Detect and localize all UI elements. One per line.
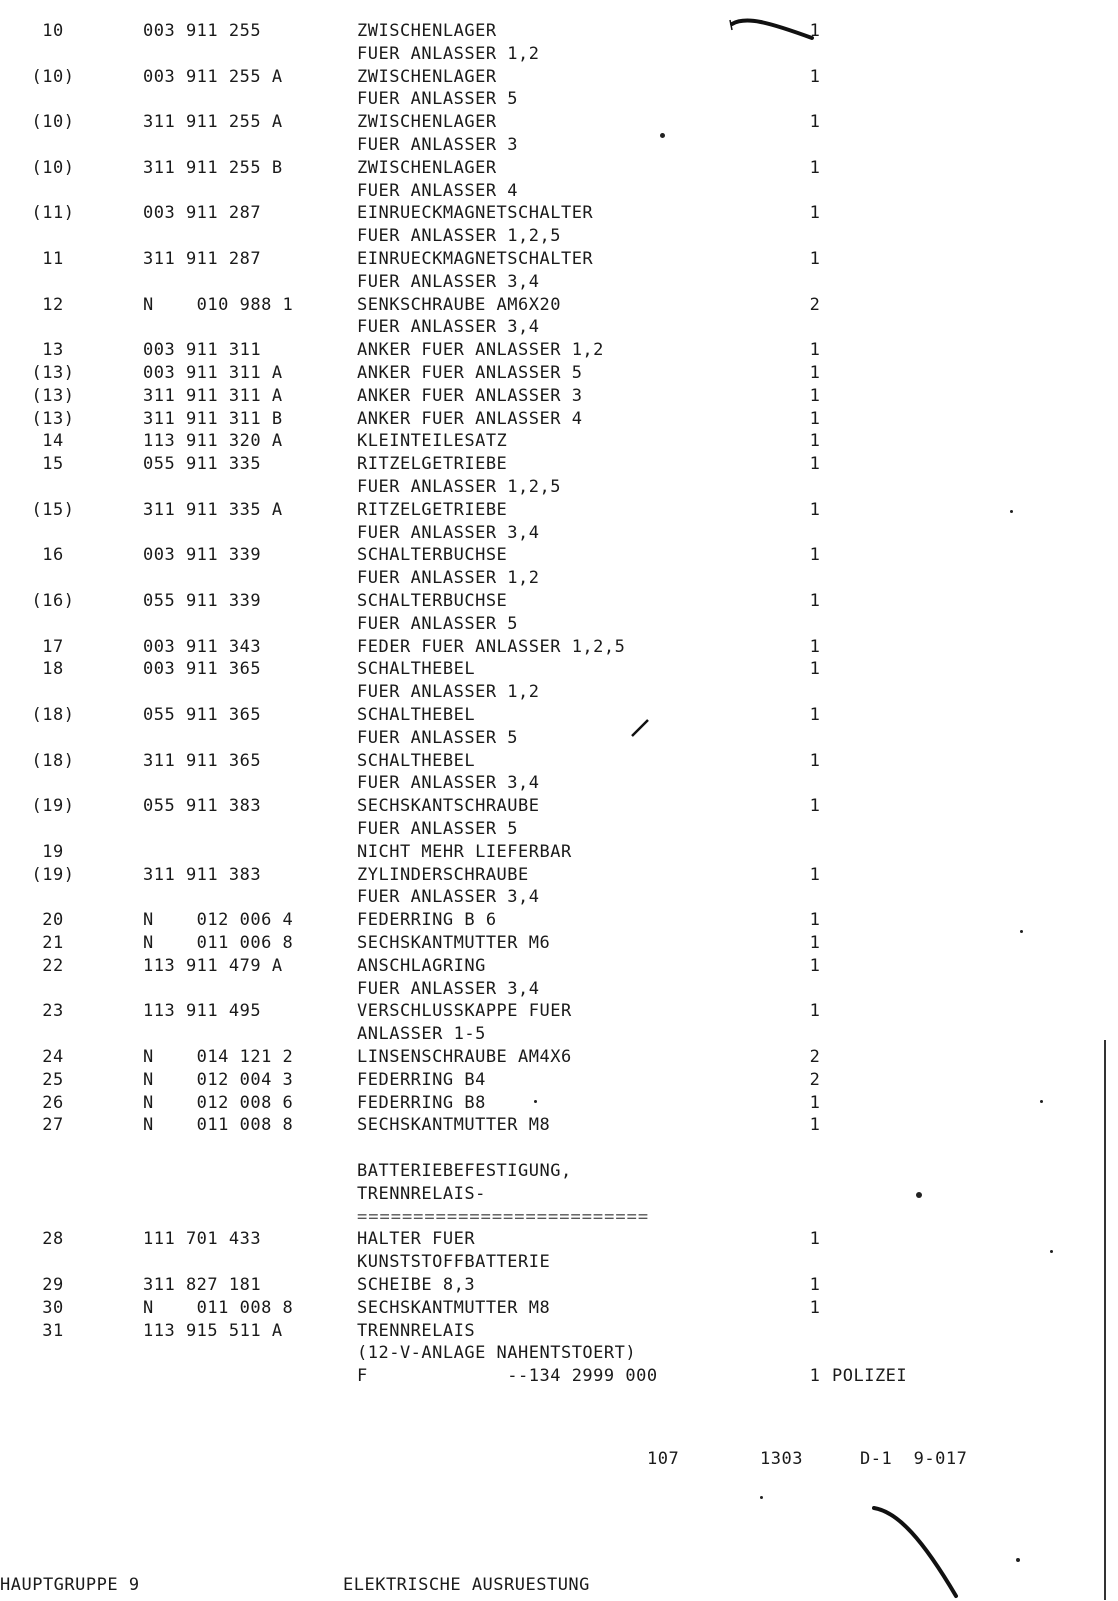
part-description: ANKER FUER ANLASSER 4 [357, 408, 583, 429]
part-description: SCHALTHEBEL [357, 750, 476, 771]
part-number: N 010 988 1 [143, 294, 294, 315]
part-number: 311 911 255 B [143, 157, 283, 178]
position-number: 28 [42, 1229, 64, 1250]
parts-row [0, 772, 1118, 794]
part-description: NICHT MEHR LIEFERBAR [357, 841, 572, 862]
position-number: 25 [42, 1069, 64, 1090]
scan-speck [1016, 1558, 1020, 1562]
parts-row [0, 1114, 1118, 1136]
scan-speck [1040, 1100, 1043, 1103]
parts-row [0, 66, 1118, 88]
part-description: SECHSKANTSCHRAUBE [357, 796, 540, 817]
position-number: 19 [42, 841, 64, 862]
position-number: (13) [31, 385, 75, 406]
parts-row [0, 1092, 1118, 1114]
part-description: FUER ANLASSER 5 [357, 819, 519, 839]
parts-row [0, 1365, 1118, 1387]
quantity: 1 [809, 454, 821, 475]
parts-row [0, 408, 1118, 430]
part-description: FEDERRING B4 [357, 1069, 486, 1090]
position-number: 10 [42, 21, 64, 41]
parts-row [0, 316, 1118, 338]
parts-row [0, 1342, 1118, 1364]
part-description: FEDERRING B8 [357, 1092, 486, 1113]
part-number: 113 911 320 A [143, 431, 283, 452]
page-reference: D-1 9-017 [860, 1449, 968, 1469]
parts-row [0, 613, 1118, 635]
part-description: EINRUECKMAGNETSCHALTER [357, 203, 594, 224]
part-description: ANLASSER 1-5 [357, 1024, 486, 1045]
position-number: (13) [31, 363, 75, 383]
quantity: 1 [809, 659, 821, 680]
part-number: 003 911 287 [143, 203, 262, 224]
part-number: 311 911 365 [143, 750, 262, 771]
parts-row [0, 1046, 1118, 1068]
part-description: FEDER FUER ANLASSER 1,2,5 [357, 636, 626, 657]
parts-row [0, 1297, 1118, 1319]
scan-speck [1020, 930, 1023, 933]
quantity: 1 [809, 1366, 821, 1387]
quantity: 1 [809, 636, 821, 657]
position-number: (10) [31, 157, 75, 178]
part-number: 003 911 365 [143, 659, 262, 680]
position-number: 27 [42, 1115, 64, 1136]
main-group-label: HAUPTGRUPPE 9 [0, 1575, 140, 1595]
parts-row [0, 522, 1118, 544]
part-description: KUNSTSTOFFBATTERIE [357, 1252, 551, 1273]
position-number: (18) [31, 750, 75, 771]
quantity: 2 [809, 1047, 821, 1067]
part-description: SCHALTERBUCHSE [357, 591, 508, 611]
page-code: 1303 [760, 1449, 803, 1469]
part-description: HALTER FUER [357, 1229, 476, 1250]
parts-row [0, 225, 1118, 247]
part-number: 311 911 255 A [143, 112, 283, 133]
position-number: 16 [42, 545, 64, 566]
part-description: FUER ANLASSER 3,4 [357, 978, 540, 999]
part-number: 055 911 383 [143, 796, 262, 817]
parts-row [0, 339, 1118, 361]
part-number: N 011 008 8 [143, 1115, 294, 1136]
part-description: FUER ANLASSER 1,2,5 [357, 477, 561, 497]
parts-row [0, 544, 1118, 566]
parts-row [0, 1000, 1118, 1022]
parts-row [0, 134, 1118, 156]
quantity: 1 [809, 157, 821, 178]
parts-row [0, 453, 1118, 475]
part-description: ANKER FUER ANLASSER 3 [357, 385, 583, 406]
parts-row [0, 362, 1118, 384]
parts-row [0, 271, 1118, 293]
part-description: ZWISCHENLAGER [357, 112, 497, 133]
position-number: (16) [31, 591, 75, 611]
part-number: N 014 121 2 [143, 1047, 294, 1067]
parts-row [0, 932, 1118, 954]
part-description: SCHEIBE 8,3 [357, 1275, 476, 1295]
part-number: 113 911 479 A [143, 955, 283, 976]
part-number: 311 827 181 [143, 1275, 262, 1295]
part-number: 003 911 311 A [143, 363, 283, 383]
quantity: 1 [809, 1229, 821, 1250]
quantity: 1 [809, 705, 821, 725]
scan-speck [1010, 510, 1013, 513]
position-number: 30 [42, 1297, 64, 1318]
part-description: SECHSKANTMUTTER M8 [357, 1115, 551, 1136]
part-number: N 011 006 8 [143, 933, 294, 953]
parts-row [0, 248, 1118, 270]
part-description: FUER ANLASSER 3,4 [357, 773, 540, 794]
quantity: 1 [809, 431, 821, 452]
quantity: 1 [809, 249, 821, 269]
part-description: SECHSKANTMUTTER M8 [357, 1297, 551, 1318]
parts-row [0, 818, 1118, 840]
part-number: 003 911 255 [143, 21, 262, 41]
parts-row [0, 1160, 1118, 1182]
part-description: SCHALTERBUCHSE [357, 545, 508, 566]
quantity: 1 [809, 1001, 821, 1022]
scan-tick-mark [628, 718, 652, 742]
quantity: 1 [809, 545, 821, 566]
quantity: 1 [809, 955, 821, 976]
scan-speck [534, 1100, 537, 1103]
parts-row [0, 1183, 1118, 1205]
part-number: 311 911 383 [143, 864, 262, 885]
position-number: (18) [31, 705, 75, 725]
scan-speck [1050, 1250, 1053, 1253]
position-number: 24 [42, 1047, 64, 1067]
part-number: N 011 008 8 [143, 1297, 294, 1318]
parts-row [0, 1069, 1118, 1091]
parts-row [0, 795, 1118, 817]
position-number: (10) [31, 112, 75, 133]
part-description: FUER ANLASSER 1,2 [357, 43, 540, 64]
part-number: 311 911 311 B [143, 408, 283, 429]
quantity: 1 [809, 1297, 821, 1318]
position-number: 21 [42, 933, 64, 953]
parts-row [0, 567, 1118, 589]
position-number: 11 [42, 249, 64, 269]
quantity: 1 [809, 750, 821, 771]
part-description: ZYLINDERSCHRAUBE [357, 864, 529, 885]
position-number: 14 [42, 431, 64, 452]
section-title: ELEKTRISCHE AUSRUESTUNG [343, 1575, 590, 1595]
part-description: FUER ANLASSER 4 [357, 180, 519, 201]
scan-stroke-top [728, 6, 818, 46]
quantity: 1 [809, 112, 821, 133]
parts-row [0, 590, 1118, 612]
part-description: LINSENSCHRAUBE AM4X6 [357, 1047, 572, 1067]
position-number: 15 [42, 454, 64, 475]
scan-speck [760, 1496, 763, 1499]
parts-row [0, 1023, 1118, 1045]
parts-row [0, 1228, 1118, 1250]
part-description: FUER ANLASSER 5 [357, 613, 519, 634]
parts-row [0, 111, 1118, 133]
part-number: 055 911 365 [143, 705, 262, 725]
parts-row [0, 955, 1118, 977]
part-number: N 012 008 6 [143, 1092, 294, 1113]
position-number: 18 [42, 659, 64, 680]
part-description: FUER ANLASSER 1,2 [357, 682, 540, 703]
part-description: FUER ANLASSER 1,2 [357, 568, 540, 589]
quantity: 1 [809, 408, 821, 429]
part-description: RITZELGETRIEBE [357, 454, 508, 475]
parts-row [0, 1274, 1118, 1296]
position-number: 17 [42, 636, 64, 657]
part-number: 113 911 495 [143, 1001, 262, 1022]
quantity: 1 [809, 203, 821, 224]
position-number: (15) [31, 499, 75, 520]
parts-row [0, 385, 1118, 407]
scan-edge-line [1104, 1040, 1106, 1600]
part-description: KLEINTEILESATZ [357, 431, 508, 452]
page-number: 107 [647, 1449, 680, 1469]
part-number: 003 911 255 A [143, 66, 283, 87]
scan-stroke-bottom [868, 1500, 968, 1600]
quantity: 1 [809, 910, 821, 931]
quantity: 1 [809, 1275, 821, 1295]
part-description: ZWISCHENLAGER [357, 21, 497, 41]
parts-row [0, 750, 1118, 772]
part-description: FUER ANLASSER 5 [357, 89, 519, 110]
position-number: (19) [31, 864, 75, 885]
part-number: 111 701 433 [143, 1229, 262, 1250]
position-number: (10) [31, 66, 75, 87]
quantity: 1 [809, 796, 821, 817]
position-number: 20 [42, 910, 64, 931]
part-description: VERSCHLUSSKAPPE FUER [357, 1001, 572, 1022]
parts-row [0, 1206, 1118, 1228]
parts-row [0, 886, 1118, 908]
part-description: ========================== [357, 1206, 650, 1227]
part-description: EINRUECKMAGNETSCHALTER [357, 249, 594, 269]
parts-row [0, 430, 1118, 452]
quantity: 1 [809, 1092, 821, 1113]
parts-row [0, 1137, 1118, 1159]
part-description: (12-V-ANLAGE NAHENTSTOERT) [357, 1343, 637, 1364]
parts-row [0, 681, 1118, 703]
parts-row [0, 157, 1118, 179]
part-description: FUER ANLASSER 3,4 [357, 317, 540, 338]
part-number: N 012 004 3 [143, 1069, 294, 1090]
parts-row [0, 658, 1118, 680]
part-description: F --134 2999 000 [357, 1366, 658, 1387]
part-description: ANKER FUER ANLASSER 5 [357, 363, 583, 383]
part-description: FUER ANLASSER 3,4 [357, 271, 540, 292]
part-number: 003 911 339 [143, 545, 262, 566]
part-number: 055 911 339 [143, 591, 262, 611]
part-description: SECHSKANTMUTTER M6 [357, 933, 551, 953]
part-description: TRENNRELAIS [357, 1320, 476, 1341]
quantity: 1 [809, 933, 821, 953]
position-number: 26 [42, 1092, 64, 1113]
parts-row [0, 704, 1118, 726]
position-number: 23 [42, 1001, 64, 1022]
part-description: FEDERRING B 6 [357, 910, 497, 931]
part-description: FUER ANLASSER 3,4 [357, 887, 540, 908]
part-description: ANKER FUER ANLASSER 1,2 [357, 340, 604, 361]
position-number: 13 [42, 340, 64, 361]
part-number: 055 911 335 [143, 454, 262, 475]
part-description: RITZELGETRIEBE [357, 499, 508, 520]
parts-row [0, 978, 1118, 1000]
part-number: N 012 006 4 [143, 910, 294, 931]
quantity: 1 [809, 864, 821, 885]
part-number: 311 911 287 [143, 249, 262, 269]
part-description: SCHALTHEBEL [357, 659, 476, 680]
position-number: (11) [31, 203, 75, 224]
part-description: ZWISCHENLAGER [357, 157, 497, 178]
part-description: ANSCHLAGRING [357, 955, 486, 976]
quantity: 1 [809, 66, 821, 87]
position-number: (19) [31, 796, 75, 817]
position-number: 31 [42, 1320, 64, 1341]
part-description: TRENNRELAIS- [357, 1183, 486, 1204]
part-description: FUER ANLASSER 3,4 [357, 522, 540, 543]
parts-row [0, 180, 1118, 202]
parts-row [0, 841, 1118, 863]
parts-row [0, 20, 1118, 42]
position-number: 12 [42, 294, 64, 315]
part-number: 311 911 311 A [143, 385, 283, 406]
parts-row [0, 727, 1118, 749]
position-number: 22 [42, 955, 64, 976]
parts-row [0, 499, 1118, 521]
quantity: 1 [809, 1115, 821, 1136]
part-number: 113 915 511 A [143, 1320, 283, 1341]
parts-row [0, 476, 1118, 498]
quantity: 1 [809, 21, 821, 41]
remark: POLIZEI [832, 1366, 908, 1387]
part-number: 003 911 311 [143, 340, 262, 361]
part-description: FUER ANLASSER 1,2,5 [357, 226, 561, 247]
part-description: FUER ANLASSER 5 [357, 727, 519, 748]
parts-row [0, 202, 1118, 224]
parts-row [0, 909, 1118, 931]
quantity: 1 [809, 340, 821, 361]
parts-row [0, 1251, 1118, 1273]
quantity: 1 [809, 591, 821, 611]
position-number: 29 [42, 1275, 64, 1295]
scan-speck [660, 133, 665, 138]
quantity: 1 [809, 499, 821, 520]
part-number: 311 911 335 A [143, 499, 283, 520]
parts-row [0, 88, 1118, 110]
quantity: 1 [809, 363, 821, 383]
parts-row [0, 294, 1118, 316]
quantity: 2 [809, 1069, 821, 1090]
parts-row [0, 43, 1118, 65]
parts-row [0, 636, 1118, 658]
part-description: SCHALTHEBEL [357, 705, 476, 725]
parts-row [0, 864, 1118, 886]
position-number: (13) [31, 408, 75, 429]
part-number: 003 911 343 [143, 636, 262, 657]
part-description: ZWISCHENLAGER [357, 66, 497, 87]
quantity: 2 [809, 294, 821, 315]
quantity: 1 [809, 385, 821, 406]
scan-speck [916, 1192, 922, 1198]
part-description: FUER ANLASSER 3 [357, 135, 519, 155]
part-description: BATTERIEBEFESTIGUNG, [357, 1161, 572, 1181]
part-description: SENKSCHRAUBE AM6X20 [357, 294, 561, 315]
parts-row [0, 1320, 1118, 1342]
